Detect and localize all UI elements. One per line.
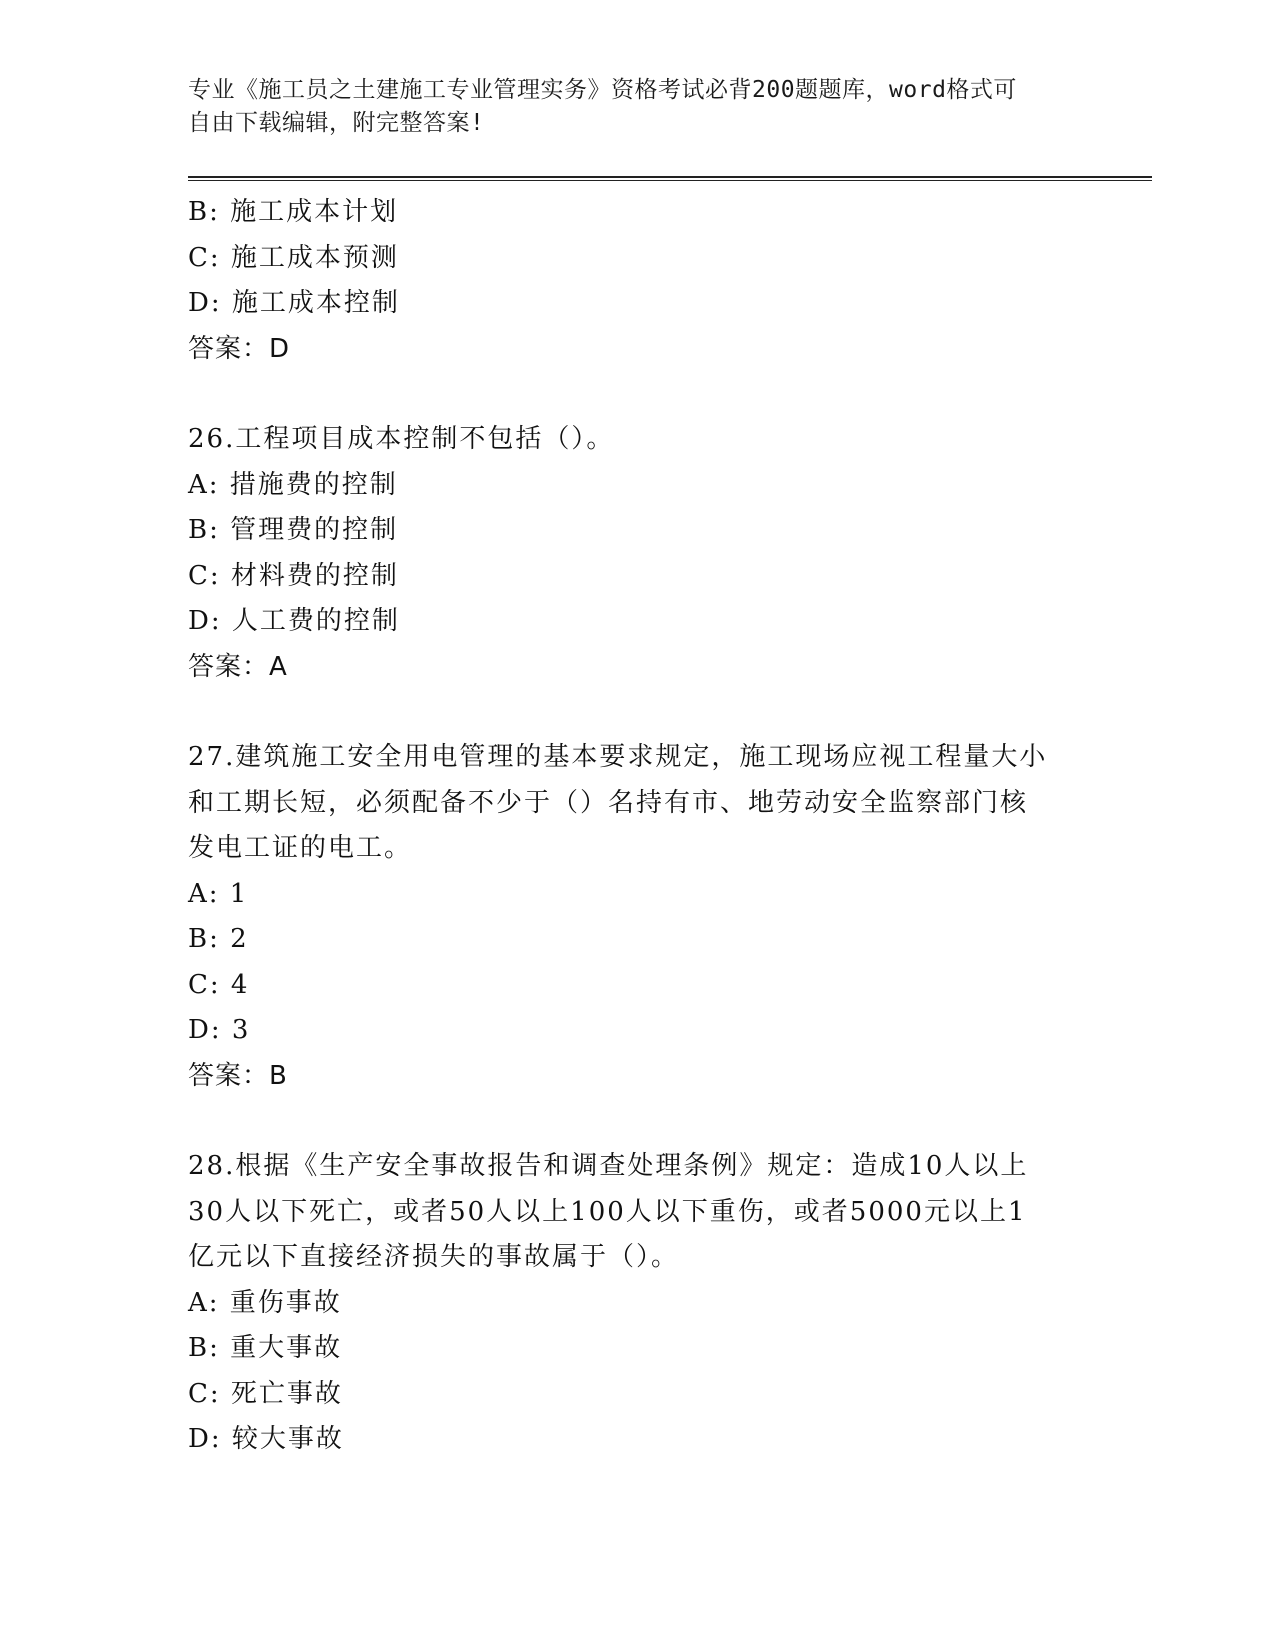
option-b: B: 2 bbox=[188, 924, 249, 954]
answer-line: 答案：A bbox=[188, 651, 288, 682]
question-stem-line-3: 发电工证的电工。 bbox=[188, 833, 413, 863]
question-25-continued bbox=[188, 190, 1088, 372]
question-27 bbox=[188, 735, 1088, 1099]
question-stem-line-2: 30人以下死亡，或者50人以上100人以下重伤，或者5000元以上1 bbox=[188, 1196, 1027, 1227]
option-b: B: 重大事故 bbox=[188, 1333, 343, 1363]
question-stem-line-1: 27.建筑施工安全用电管理的基本要求规定，施工现场应视工程量大小 bbox=[188, 742, 1048, 772]
question-28 bbox=[188, 1144, 1088, 1463]
option-a: A: 1 bbox=[188, 878, 249, 909]
answer-line: 答案：B bbox=[188, 1060, 288, 1091]
question-stem: 26.工程项目成本控制不包括（）。 bbox=[188, 424, 615, 454]
option-b: B: 施工成本计划 bbox=[188, 197, 399, 227]
question-stem-line-2: 和工期长短，必须配备不少于（）名持有市、地劳动安全监察部门核 bbox=[188, 787, 1029, 818]
option-d: D: 施工成本控制 bbox=[188, 288, 400, 318]
option-b: B: 管理费的控制 bbox=[188, 515, 399, 545]
page-header bbox=[188, 74, 1068, 140]
question-stem-line-3: 亿元以下直接经济损失的事故属于（）。 bbox=[188, 1242, 680, 1272]
header-line-1: 专业《施工员之土建施工专业管理实务》资格考试必背200题题库，word格式可 bbox=[188, 77, 1017, 103]
spacer bbox=[188, 1099, 1088, 1144]
header-divider bbox=[188, 176, 1152, 181]
option-c: C: 死亡事故 bbox=[188, 1378, 343, 1409]
question-list bbox=[188, 190, 1088, 1463]
option-d: D: 较大事故 bbox=[188, 1424, 344, 1454]
question-26 bbox=[188, 417, 1088, 690]
option-a: A: 重伤事故 bbox=[188, 1287, 342, 1318]
header-line-2: 自由下载编辑，附完整答案! bbox=[188, 110, 485, 136]
option-d: D: 人工费的控制 bbox=[188, 606, 400, 636]
answer-line: 答案：D bbox=[188, 333, 291, 364]
question-stem-line-1: 28.根据《生产安全事故报告和调查处理条例》规定：造成10人以上 bbox=[188, 1151, 1029, 1181]
spacer bbox=[188, 690, 1088, 735]
option-d: D: 3 bbox=[188, 1015, 251, 1045]
spacer bbox=[188, 372, 1088, 417]
option-c: C: 材料费的控制 bbox=[188, 560, 399, 591]
option-c: C: 4 bbox=[188, 969, 250, 1000]
option-a: A: 措施费的控制 bbox=[188, 469, 398, 500]
option-c: C: 施工成本预测 bbox=[188, 242, 399, 273]
